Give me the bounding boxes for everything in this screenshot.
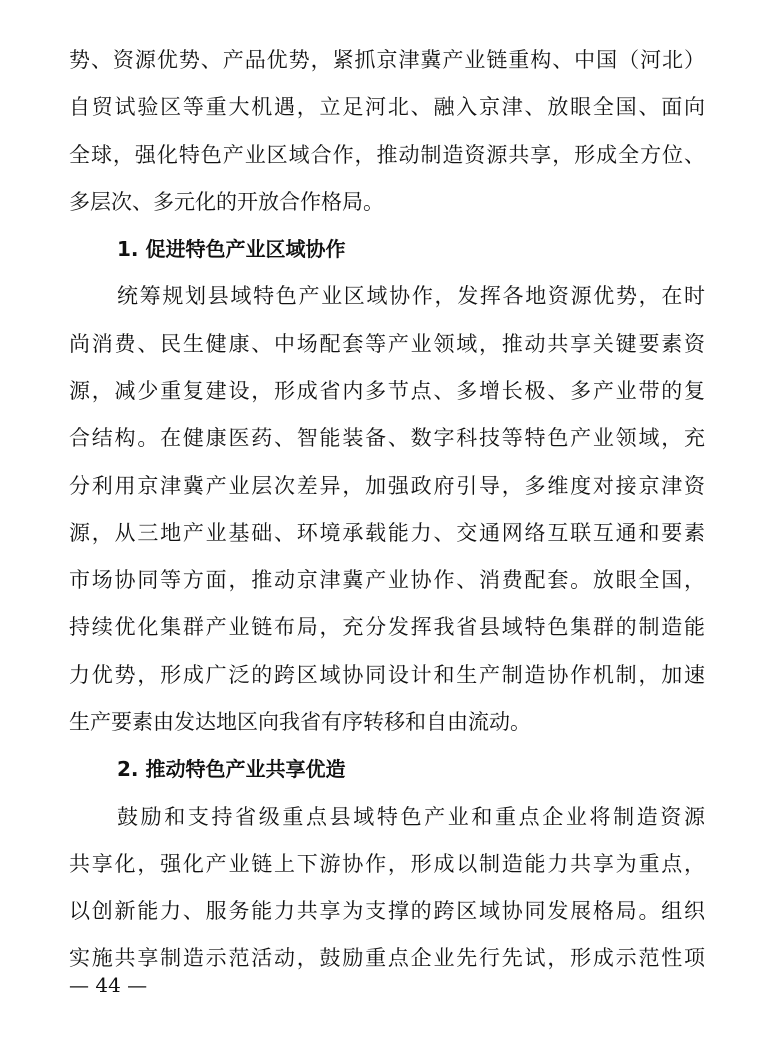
paragraph-line: 全球，强化特色产业区域合作，推动制造资源共享，形成全方位、 — [69, 143, 705, 167]
paragraph-line: 力优势，形成广泛的跨区域协同设计和生产制造协作机制，加速 — [69, 663, 705, 687]
paragraph-line: 市场协同等方面，推动京津冀产业协作、消费配套。放眼全国， — [69, 568, 705, 592]
paragraph-line: 尚消费、民生健康、中场配套等产业领域，推动共享关键要素资 — [69, 332, 705, 356]
paragraph-line: 实施共享制造示范活动，鼓励重点企业先行先试，形成示范性项 — [69, 946, 705, 970]
paragraph-line: 以创新能力、服务能力共享为支撑的跨区域协同发展格局。组织 — [69, 899, 705, 923]
paragraph-line: 势、资源优势、产品优势，紧抓京津冀产业链重构、中国（河北） — [69, 48, 705, 72]
paragraph-line: 统筹规划县域特色产业区域协作，发挥各地资源优势，在时 — [117, 284, 705, 308]
paragraph-line: 源，从三地产业基础、环境承载能力、交通网络互联互通和要素 — [69, 521, 705, 545]
paragraph-line: 鼓励和支持省级重点县域特色产业和重点企业将制造资源 — [117, 805, 705, 829]
paragraph-line: 自贸试验区等重大机遇，立足河北、融入京津、放眼全国、面向 — [69, 95, 705, 119]
paragraph-line: 共享化，强化产业链上下游协作，形成以制造能力共享为重点， — [69, 852, 705, 876]
paragraph-line: 分利用京津冀产业层次差异，加强政府引导，多维度对接京津资 — [69, 474, 705, 498]
section-heading-2: 2. 推动特色产业共享优造 — [117, 757, 346, 781]
page-number: — 44 — — [69, 973, 148, 997]
paragraph-line: 多层次、多元化的开放合作格局。 — [69, 190, 384, 214]
section-heading-1: 1. 促进特色产业区域协作 — [117, 237, 346, 261]
paragraph-line: 生产要素由发达地区向我省有序转移和自由流动。 — [69, 710, 531, 734]
paragraph-line: 合结构。在健康医药、智能装备、数字科技等特色产业领域，充 — [69, 426, 705, 450]
paragraph-line: 持续优化集群产业链布局，充分发挥我省县域特色集群的制造能 — [69, 615, 705, 639]
paragraph-line: 源，减少重复建设，形成省内多节点、多增长极、多产业带的复 — [69, 379, 705, 403]
